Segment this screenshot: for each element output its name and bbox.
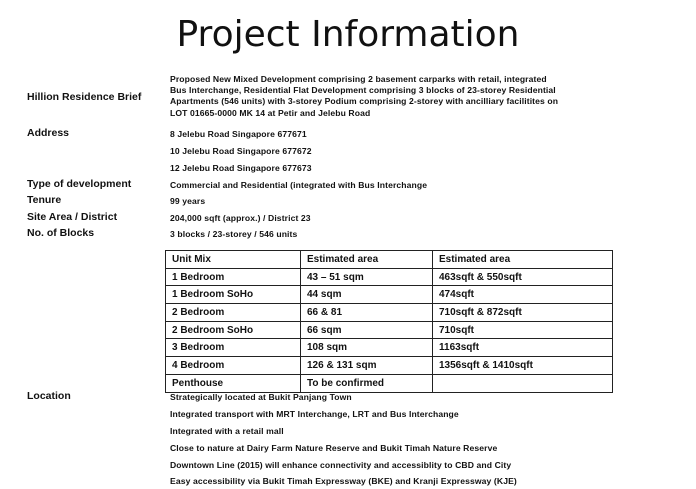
site-area-label: Site Area / District xyxy=(27,211,118,223)
area-sqm-cell: 66 sqm xyxy=(301,321,433,339)
table-header-cell: Estimated area xyxy=(301,251,433,269)
table-row xyxy=(166,304,613,322)
location-line: Integrated transport with MRT Interchange, LRT and Bus Interchange xyxy=(170,409,459,419)
brief-line: Bus Interchange, Residential Flat Development comprising 3 blocks of 23-storey Residential xyxy=(170,85,556,96)
area-sqft-cell: 710sqft & 872sqft xyxy=(433,304,613,322)
unit-type-cell: 2 Bedroom SoHo xyxy=(166,321,301,339)
area-sqm-cell: 108 sqm xyxy=(301,339,433,357)
table-row xyxy=(166,339,613,357)
brief-line: Proposed New Mixed Development comprising 2 basement carparks with retail, integrated xyxy=(170,74,547,84)
unit-type-cell: 1 Bedroom xyxy=(166,268,301,286)
tenure-value: 99 years xyxy=(170,196,206,206)
table-header-cell: Estimated area xyxy=(433,251,613,269)
brief-line: Apartments (546 units) with 3-storey Podium comprising 2-storey with ancilliary facilitites on xyxy=(170,96,559,107)
location-line: Strategically located at Bukit Panjang Town xyxy=(170,392,352,402)
brief-label: Hillion Residence Brief xyxy=(27,91,142,103)
address-line: 8 Jelebu Road Singapore 677671 xyxy=(170,129,307,139)
unit-type-cell: 4 Bedroom xyxy=(166,357,301,375)
location-label: Location xyxy=(27,390,71,402)
unit-type-cell: 1 Bedroom SoHo xyxy=(166,286,301,304)
area-sqm-cell: 43 – 51 sqm xyxy=(301,268,433,286)
area-sqm-cell: 44 sqm xyxy=(301,286,433,304)
address-line: 10 Jelebu Road Singapore 677672 xyxy=(170,146,312,156)
area-sqft-cell: 463sqft & 550sqft xyxy=(433,268,613,286)
location-line: Downtown Line (2015) will enhance connectivity and accessiblity to CBD and City xyxy=(170,460,512,470)
blocks-label: No. of Blocks xyxy=(27,227,95,239)
table-header-row xyxy=(166,251,613,269)
address-line: 12 Jelebu Road Singapore 677673 xyxy=(170,163,312,173)
brief-text xyxy=(170,74,558,119)
area-sqft-cell: 1163sqft xyxy=(433,339,613,357)
area-sqm-cell: To be confirmed xyxy=(301,374,433,392)
table-row xyxy=(166,268,613,286)
area-sqft-cell: 1356sqft & 1410sqft xyxy=(433,357,613,375)
table-header-cell: Unit Mix xyxy=(166,251,301,269)
type-of-development-value: Commercial and Residential (integrated with Bus Interchange xyxy=(170,180,428,190)
unit-mix-table xyxy=(165,250,613,393)
area-sqm-cell: 126 & 131 sqm xyxy=(301,357,433,375)
blocks-value: 3 blocks / 23-storey / 546 units xyxy=(170,229,298,239)
unit-type-cell: 2 Bedroom xyxy=(166,304,301,322)
area-sqm-cell: 66 & 81 xyxy=(301,304,433,322)
area-sqft-cell: 710sqft xyxy=(433,321,613,339)
site-area-value: 204,000 sqft (approx.) / District 23 xyxy=(170,213,311,223)
tenure-label: Tenure xyxy=(27,194,62,206)
table-row xyxy=(166,286,613,304)
area-sqft-cell: 474sqft xyxy=(433,286,613,304)
unit-type-cell: 3 Bedroom xyxy=(166,339,301,357)
location-line: Integrated with a retail mall xyxy=(170,426,284,436)
table-row xyxy=(166,357,613,375)
page-title: Project Information xyxy=(176,14,520,55)
brief-line: LOT 01665-0000 MK 14 at Petir and Jelebu Road xyxy=(170,107,371,118)
location-line: Easy accessibility via Bukit Timah Expressway (BKE) and Kranji Expressway (KJE) xyxy=(170,476,517,486)
unit-type-cell: Penthouse xyxy=(166,374,301,392)
location-line: Close to nature at Dairy Farm Nature Reserve and Bukit Timah Nature Reserve xyxy=(170,443,498,453)
address-label: Address xyxy=(27,127,70,139)
table-row xyxy=(166,321,613,339)
type-of-development-label: Type of development xyxy=(27,178,132,190)
area-sqft-cell xyxy=(433,374,613,392)
table-row xyxy=(166,374,613,392)
